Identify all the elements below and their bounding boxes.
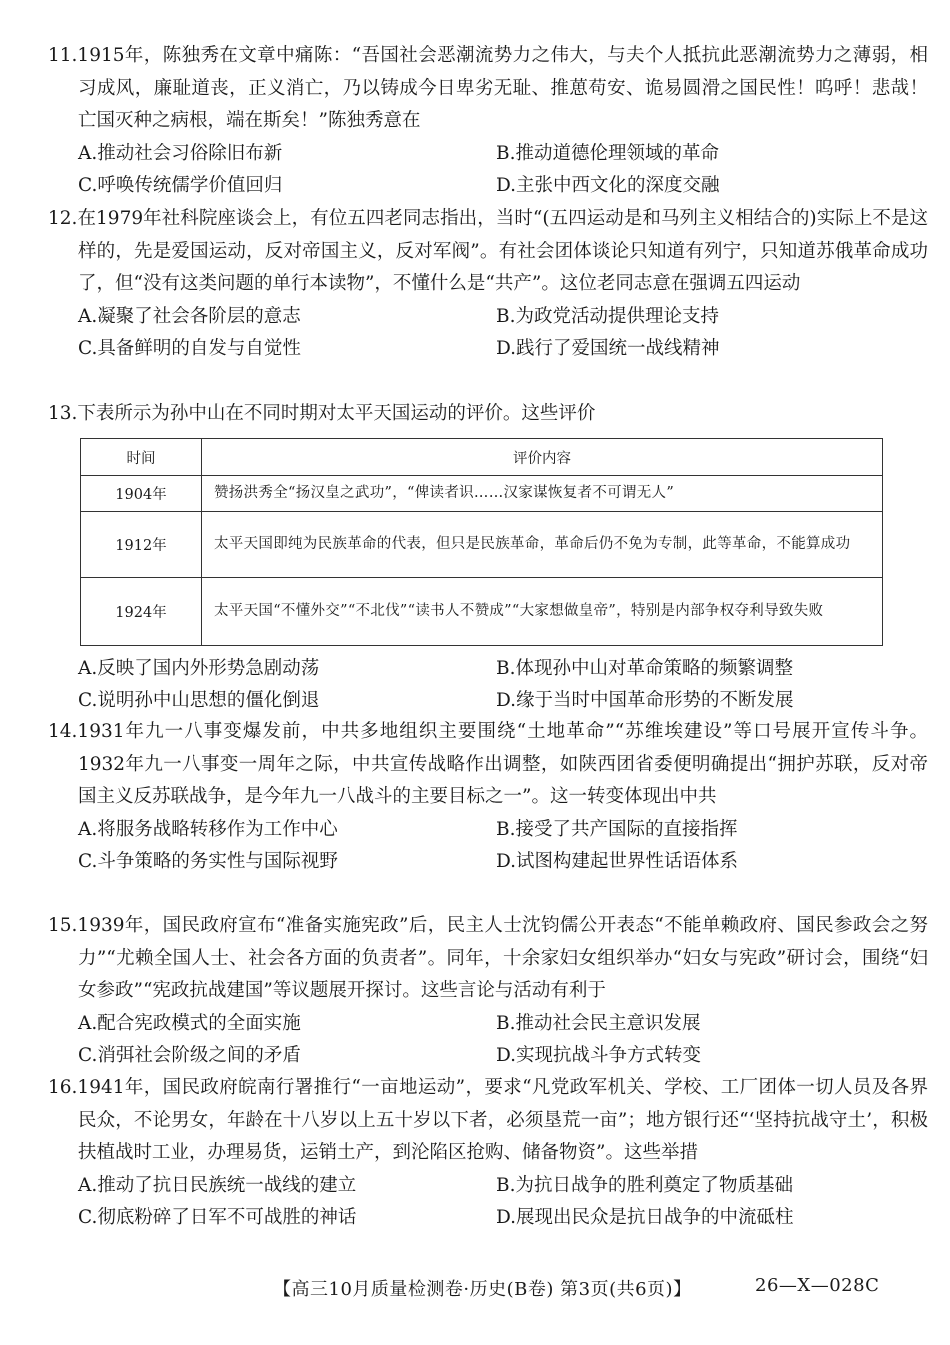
option-a: A.将服务战略转移作为工作中心 [78, 818, 338, 840]
answer-options [48, 138, 928, 203]
option-a: A.配合宪政模式的全面实施 [78, 1012, 301, 1034]
table-header-row [81, 439, 883, 476]
option-b: B.推动社会民主意识发展 [496, 1012, 701, 1034]
question-11 [48, 40, 928, 203]
column-header-content: 评价内容 [202, 439, 883, 476]
question-stem: 14.1931年九一八事变爆发前，中共多地组织主要围绕“土地革命”“苏维埃建设”等口号展开宣传斗争。1932年九一八事变一周年之际，中共宣传战略作出调整，如陕西团省委便明确提出“拥护苏联，反对帝国主义反苏联战争，是今年九一八战斗的主要目标之一”。这一转变体现出中共 [48, 721, 928, 807]
row-content: 赞扬洪秀全“扬汉皇之武功”，“俾读者识……汉家谋恢复者不可谓无人” [202, 476, 883, 512]
question-stem: 16.1941年，国民政府皖南行署推行“一亩地运动”，要求“凡党政军机关、学校、工厂团体一切人员及各界民众，不论男女，年龄在十八岁以上五十岁以下者，必须垦荒一亩”；地方银行还“‘坚持抗战守土’，积极扶植战时工业，办理易货，运销土产，到沦陷区抢购、储备物资”。这些举措 [48, 1077, 928, 1163]
question-stem: 13.下表所示为孙中山在不同时期对太平天国运动的评价。这些评价 [48, 403, 596, 424]
answer-options [48, 301, 928, 366]
column-header-time: 时间 [81, 439, 202, 476]
row-content: 太平天国即纯为民族革命的代表，但只是民族革命，革命后仍不免为专制，此等革命，不能算成功 [202, 512, 883, 578]
question-stem: 15.1939年，国民政府宣布“准备实施宪政”后，民主人士沈钧儒公开表态“不能单赖政府、国民参政会之努力”“尤赖全国人士、社会各方面的负责者”。同年，十余家妇女组织举办“妇女与宪政”研讨会，围绕“妇女参政”“宪政抗战建国”等议题展开探讨。这些言论与活动有利于 [48, 915, 928, 1001]
option-d: D.实现抗战斗争方式转变 [496, 1044, 702, 1066]
option-a: A.凝聚了社会各阶层的意志 [78, 305, 301, 327]
row-content: 太平天国“不懂外交”“不北伐”“读书人不赞成”“大家想做皇帝”，特别是内部争权夺利导致失败 [202, 578, 883, 646]
option-a: A.推动社会习俗除旧布新 [78, 142, 283, 164]
table-row [81, 578, 883, 646]
question-16 [48, 1072, 928, 1235]
answer-options [48, 814, 928, 879]
option-c: C.具备鲜明的自发与自觉性 [78, 337, 301, 359]
row-time: 1912年 [81, 512, 202, 578]
option-b: B.为抗日战争的胜利奠定了物质基础 [496, 1174, 793, 1196]
question-12 [48, 203, 928, 366]
footer-title: 【高三10月质量检测卷·历史(B卷) 第3页(共6页)】 [273, 1279, 692, 1300]
option-b: B.推动道德伦理领域的革命 [496, 142, 719, 164]
question-13-options [48, 653, 928, 718]
table-row [81, 512, 883, 578]
question-stem: 12.在1979年社科院座谈会上，有位五四老同志指出，当时“(五四运动是和马列主义相结合的)实际上不是这样的，先是爱国运动，反对帝国主义，反对军阀”。有社会团体谈论只知道有列宁，只知道苏俄革命成功了，但“没有这类问题的单行本读物”，不懂什么是“共产”。这位老同志意在强调五四运动 [48, 208, 928, 294]
evaluation-table [80, 438, 883, 646]
option-d: D.缘于当时中国革命形势的不断发展 [496, 690, 794, 711]
option-b: B.为政党活动提供理论支持 [496, 305, 719, 327]
option-b: B.接受了共产国际的直接指挥 [496, 818, 738, 840]
table-row [81, 476, 883, 512]
footer-code: 26—X—028C [755, 1275, 880, 1296]
row-time: 1924年 [81, 578, 202, 646]
answer-options [48, 1008, 928, 1073]
option-a: A.反映了国内外形势急剧动荡 [78, 658, 320, 679]
question-stem: 11.1915年，陈独秀在文章中痛陈：“吾国社会恶潮流势力之伟大，与夫个人抵抗此恶潮流势力之薄弱，相习成风，廉耻道丧，正义消亡，乃以铸成今日卑劣无耻、推葸苟安、诡易圆滑之国民性！呜呼！悲哉！亡国灭种之病根，端在斯矣！”陈独秀意在 [48, 45, 928, 131]
question-13 [48, 398, 928, 431]
option-a: A.推动了抗日民族统一战线的建立 [78, 1174, 357, 1196]
answer-options [48, 653, 928, 718]
option-d: D.主张中西文化的深度交融 [496, 174, 720, 196]
row-time: 1904年 [81, 476, 202, 512]
option-c: C.说明孙中山思想的僵化倒退 [78, 690, 320, 711]
answer-options [48, 1170, 928, 1235]
question-14 [48, 716, 928, 879]
option-d: D.践行了爱国统一战线精神 [496, 337, 720, 359]
option-d: D.试图构建起世界性话语体系 [496, 850, 739, 872]
option-c: C.呼唤传统儒学价值回归 [78, 174, 283, 196]
option-c: C.彻底粉碎了日军不可战胜的神话 [78, 1206, 357, 1228]
option-c: C.消弭社会阶级之间的矛盾 [78, 1044, 301, 1066]
option-b: B.体现孙中山对革命策略的频繁调整 [496, 658, 793, 679]
option-c: C.斗争策略的务实性与国际视野 [78, 850, 338, 872]
question-15 [48, 910, 928, 1073]
option-d: D.展现出民众是抗日战争的中流砥柱 [496, 1206, 794, 1228]
